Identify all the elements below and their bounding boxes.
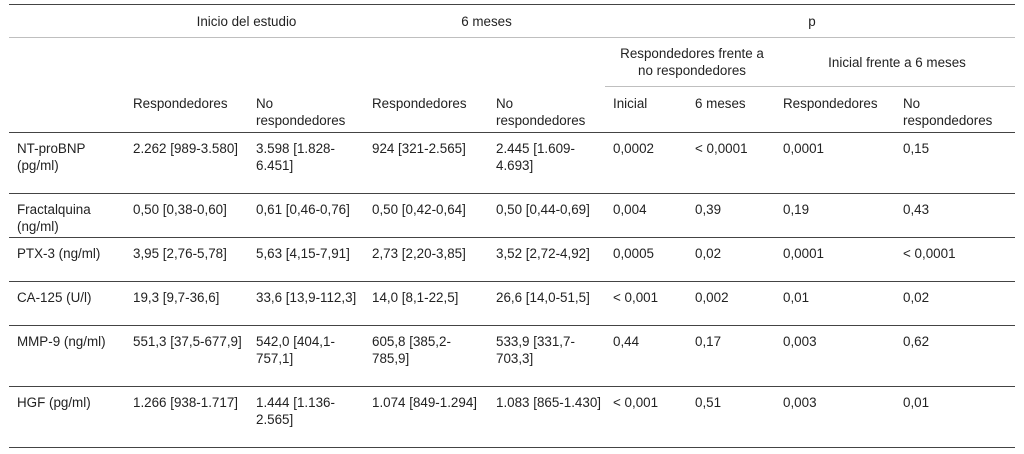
table-cell: 0,43: [895, 194, 1015, 238]
table-cell: 0,02: [895, 282, 1015, 326]
table-cell: < 0,001: [605, 387, 687, 448]
table-row: [9, 282, 1015, 326]
row-label: PTX-3 (ng/ml): [9, 238, 125, 282]
table-cell: 0,0001: [775, 238, 895, 282]
table-cell: 0,19: [775, 194, 895, 238]
table-cell: 533,9 [331,7-703,3]: [488, 326, 605, 387]
table-cell: 0,50 [0,42-0,64]: [364, 194, 488, 238]
table-cell: 0,0002: [605, 133, 687, 194]
results-table: [9, 4, 1015, 448]
table-cell: 551,3 [37,5-677,9]: [125, 326, 248, 387]
col-header: No respondedores: [248, 87, 364, 133]
table-cell: < 0,0001: [687, 133, 775, 194]
col-header: Inicial: [605, 87, 687, 133]
table-row: [9, 387, 1015, 448]
table-cell: 0,61 [0,46-0,76]: [248, 194, 364, 238]
table-row: [9, 238, 1015, 282]
col-header: Respondedores: [125, 87, 248, 133]
header-row-2: [9, 38, 1015, 87]
table-row: [9, 133, 1015, 194]
header-resp-vs-nonresp: Respondedores frente a no respondedores: [605, 38, 775, 87]
table-cell: 0,39: [687, 194, 775, 238]
col-header: 6 meses: [687, 87, 775, 133]
table-cell: 1.266 [938-1.717]: [125, 387, 248, 448]
results-table-container: [9, 4, 1015, 448]
table-cell: 14,0 [8,1-22,5]: [364, 282, 488, 326]
table-cell: 0,01: [775, 282, 895, 326]
table-cell: 26,6 [14,0-51,5]: [488, 282, 605, 326]
table-cell: 542,0 [404,1-757,1]: [248, 326, 364, 387]
row-label: HGF (pg/ml): [9, 387, 125, 448]
table-cell: 5,63 [4,15-7,91]: [248, 238, 364, 282]
header-baseline: Inicio del estudio: [125, 5, 364, 38]
table-row: [9, 326, 1015, 387]
col-header: Respondedores: [775, 87, 895, 133]
col-header: No respondedores: [488, 87, 605, 133]
row-label: CA-125 (U/l): [9, 282, 125, 326]
col-header: No respondedores: [895, 87, 1015, 133]
table-cell: 0,17: [687, 326, 775, 387]
header-p: p: [605, 5, 1015, 38]
table-cell: 3.598 [1.828-6.451]: [248, 133, 364, 194]
table-cell: 0,0005: [605, 238, 687, 282]
header-empty-cell: [9, 38, 125, 87]
table-cell: 1.083 [865-1.430]: [488, 387, 605, 448]
table-cell: 0,01: [895, 387, 1015, 448]
header-row-1: [9, 5, 1015, 38]
table-cell: 2.262 [989-3.580]: [125, 133, 248, 194]
header-six-months: 6 meses: [364, 5, 605, 38]
table-row: [9, 194, 1015, 238]
table-cell: 0,15: [895, 133, 1015, 194]
table-cell: 0,003: [775, 387, 895, 448]
table-cell: 0,02: [687, 238, 775, 282]
table-cell: 0,50 [0,44-0,69]: [488, 194, 605, 238]
table-cell: 1.074 [849-1.294]: [364, 387, 488, 448]
table-cell: < 0,001: [605, 282, 687, 326]
table-cell: 1.444 [1.136-2.565]: [248, 387, 364, 448]
table-cell: 0,62: [895, 326, 1015, 387]
table-cell: 605,8 [385,2-785,9]: [364, 326, 488, 387]
row-label: MMP-9 (ng/ml): [9, 326, 125, 387]
header-spacer: [125, 38, 605, 87]
table-cell: 0,003: [775, 326, 895, 387]
col-header: Respondedores: [364, 87, 488, 133]
table-cell: 0,002: [687, 282, 775, 326]
table-cell: 19,3 [9,7-36,6]: [125, 282, 248, 326]
table-cell: 924 [321-2.565]: [364, 133, 488, 194]
row-label: Fractalquina (ng/ml): [9, 194, 125, 238]
table-cell: < 0,0001: [895, 238, 1015, 282]
table-cell: 2,73 [2,20-3,85]: [364, 238, 488, 282]
table-cell: 0,0001: [775, 133, 895, 194]
row-label: NT-proBNP (pg/ml): [9, 133, 125, 194]
table-cell: 3,95 [2,76-5,78]: [125, 238, 248, 282]
header-initial-vs-6m: Inicial frente a 6 meses: [775, 38, 1015, 87]
header-empty-cell: [9, 87, 125, 133]
table-cell: 0,44: [605, 326, 687, 387]
header-empty-cell: [9, 5, 125, 38]
table-cell: 0,50 [0,38-0,60]: [125, 194, 248, 238]
table-cell: 0,51: [687, 387, 775, 448]
table-cell: 0,004: [605, 194, 687, 238]
table-cell: 2.445 [1.609-4.693]: [488, 133, 605, 194]
table-cell: 3,52 [2,72-4,92]: [488, 238, 605, 282]
header-row-3: [9, 87, 1015, 133]
table-cell: 33,6 [13,9-112,3]: [248, 282, 364, 326]
